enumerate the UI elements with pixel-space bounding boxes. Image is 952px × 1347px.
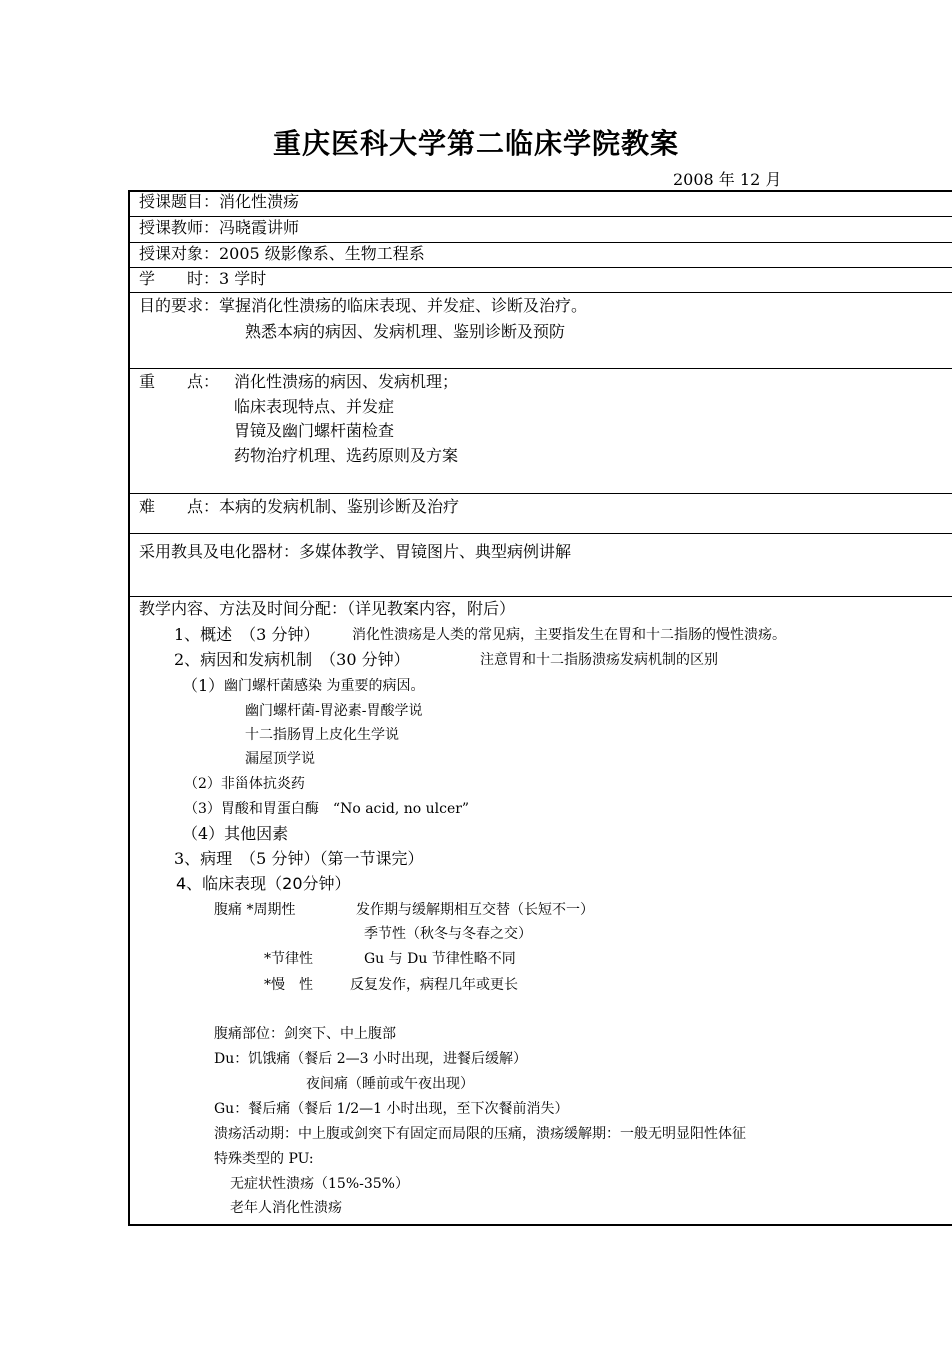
cause-3: （3）胃酸和胃蛋白酶 “No acid, no ulcer” [184, 801, 470, 817]
pain-periodicity-label: 腹痛 *周期性 [214, 902, 296, 918]
key-point-item: 药物治疗机理、选药原则及方案 [234, 446, 459, 465]
hours-row: 学 时：3 学时 [139, 269, 267, 288]
row-divider [128, 216, 952, 217]
row-divider [128, 596, 952, 597]
special-types-heading: 特殊类型的 PU: [214, 1151, 314, 1167]
content-heading: 教学内容、方法及时间分配：（详见教案内容，附后） [139, 599, 516, 618]
cause-1-text: 幽门螺杆菌感染 为重要的病因。 [224, 678, 425, 694]
rhythm-label: *节律性 [264, 951, 313, 967]
section-4: 4、临床表现（20分钟） [176, 874, 351, 893]
audience-row: 授课对象：2005 级影像系、生物工程系 [139, 244, 425, 263]
section-1-title: 1、概述 （3 分钟） [174, 625, 320, 644]
key-point-item: 胃镜及幽门螺杆菌检查 [234, 421, 395, 440]
objectives-line-1: 目的要求：掌握消化性溃疡的临床表现、并发症、诊断及治疗。 [139, 296, 588, 315]
pain-site: 腹痛部位：剑突下、中上腹部 [214, 1026, 396, 1042]
section-3: 3、病理 （5 分钟）（第一节课完） [174, 849, 424, 868]
row-divider [128, 368, 952, 369]
ulcer-active-stage: 溃疡活动期：中上腹或剑突下有固定而局限的压痛，溃疡缓解期：一般无明显阳性体征 [214, 1126, 746, 1142]
cause-4: （4）其他因素 [182, 824, 289, 843]
topic-row: 授课题目：消化性溃疡 [139, 192, 300, 211]
section-2-note: 注意胃和十二指肠溃疡发病机制的区别 [480, 652, 718, 668]
teacher-row: 授课教师：冯晓霞讲师 [139, 218, 300, 237]
row-divider [128, 493, 952, 494]
cause-1-sub: 漏屋顶学说 [245, 751, 315, 767]
cause-2: （2）非甾体抗炎药 [184, 776, 305, 792]
objectives-line-2: 熟悉本病的病因、发病机理、鉴别诊断及预防 [245, 322, 566, 341]
du-night-pain: 夜间痛（睡前或午夜出现） [306, 1076, 474, 1092]
row-divider [128, 242, 952, 243]
special-type-item: 老年人消化性溃疡 [230, 1200, 342, 1216]
page-title: 重庆医科大学第二临床学院教案 [272, 127, 679, 160]
section-2-title: 2、病因和发病机制 （30 分钟） [174, 650, 410, 669]
pain-seasonality: 季节性（秋冬与冬春之交） [364, 926, 532, 942]
key-point-item: 临床表现特点、并发症 [234, 397, 395, 416]
special-type-item: 无症状性溃疡（15%-35%） [230, 1176, 409, 1192]
cause-1-sub: 十二指肠胃上皮化生学说 [245, 727, 399, 743]
gu-postprandial-pain: Gu：餐后痛（餐后 1/2—1 小时出现，至下次餐前消失） [214, 1101, 569, 1117]
row-divider [128, 267, 952, 268]
key-point-item: 消化性溃疡的病因、发病机理； [234, 372, 459, 391]
cause-1-number: （1） [182, 676, 225, 695]
cause-1-sub: 幽门螺杆菌-胃泌素-胃酸学说 [245, 703, 423, 719]
difficulties-row: 难 点：本病的发病机制、鉴别诊断及治疗 [139, 497, 460, 516]
chronic-text: 反复发作，病程几年或更长 [350, 977, 518, 993]
row-divider [128, 533, 952, 534]
section-1-text: 消化性溃疡是人类的常见病，主要指发生在胃和十二指肠的慢性溃疡。 [352, 627, 786, 643]
pain-periodicity-text: 发作期与缓解期相互交替（长短不一） [356, 902, 594, 918]
key-points-label: 重 点： [139, 372, 220, 391]
chronic-label: *慢 性 [264, 977, 313, 993]
tools-row: 采用教具及电化器材：多媒体教学、胃镜图片、典型病例讲解 [139, 542, 572, 561]
rhythm-text: Gu 与 Du 节律性略不同 [364, 951, 516, 967]
du-hunger-pain: Du：饥饿痛（餐后 2—3 小时出现，进餐后缓解） [214, 1051, 527, 1067]
date: 2008 年 12 月 [673, 170, 782, 189]
row-divider [128, 292, 952, 293]
